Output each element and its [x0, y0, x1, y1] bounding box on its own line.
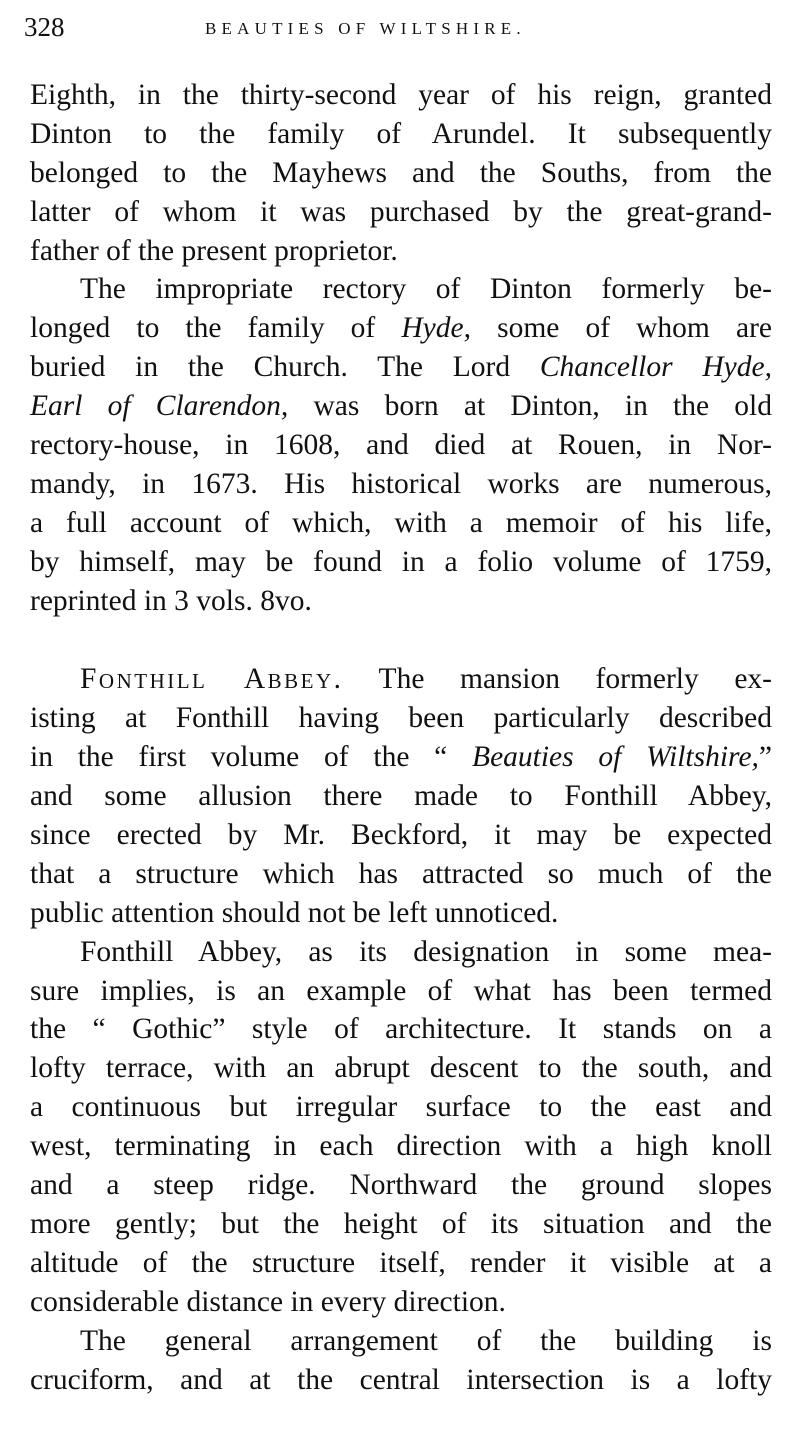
- text-line: [30, 1205, 772, 1244]
- text-line: [30, 1010, 772, 1049]
- text-segment: a continuous but irregular surface to the east and: [30, 1091, 772, 1124]
- text-segment: cruciform, and at the central intersection is a lofty: [30, 1363, 772, 1396]
- text-segment: The impropriate rectory of Dinton formerly be-: [80, 273, 772, 306]
- text-segment: public attention should not be left unnoticed.: [30, 896, 559, 929]
- page-body-text: [30, 76, 772, 1399]
- text-line: [30, 972, 772, 1011]
- text-line: [30, 1049, 772, 1088]
- text-line: [30, 660, 772, 699]
- text-segment: reprinted in 3 vols. 8vo.: [30, 584, 312, 617]
- text-segment: The mansion formerly ex-: [343, 663, 772, 696]
- text-line: [30, 1166, 772, 1205]
- paragraph-gap: [30, 620, 772, 660]
- text-segment: was born at Dinton, in the old: [288, 390, 772, 423]
- text-segment: and a steep ridge. Northward the ground slopes: [30, 1169, 772, 1202]
- text-line: [30, 115, 772, 154]
- italic-text: Hyde,: [401, 312, 471, 345]
- text-line: [30, 309, 772, 348]
- text-line: [30, 738, 772, 777]
- text-line: [30, 1127, 772, 1166]
- text-segment: Fonthill Abbey, as its designation in some mea-: [80, 935, 772, 968]
- text-segment: that a structure which has attracted so much of the: [30, 857, 772, 890]
- text-line: [30, 816, 772, 855]
- text-segment: rectory-house, in 1608, and died at Rouen, in Nor-: [30, 429, 772, 462]
- text-line: [30, 76, 772, 115]
- text-line: [30, 933, 772, 972]
- text-segment: altitude of the structure itself, render it visible at a: [30, 1246, 772, 1279]
- text-line: [30, 270, 772, 309]
- text-line: [30, 1322, 772, 1361]
- text-segment: The general arrangement of the building is: [80, 1324, 772, 1357]
- italic-text: Beauties of Wiltshire,: [472, 741, 759, 774]
- text-segment: more gently; but the height of its situation and the: [30, 1207, 772, 1240]
- text-line: [30, 1088, 772, 1127]
- text-segment: considerable distance in every direction.: [30, 1285, 506, 1318]
- text-segment: sure implies, is an example of what has been termed: [30, 974, 772, 1007]
- text-segment: longed to the family of: [30, 312, 402, 345]
- running-title: BEAUTIES OF WILTSHIRE.: [205, 19, 526, 38]
- text-line: [30, 1361, 772, 1400]
- text-segment: buried in the Church. The Lord: [30, 351, 540, 384]
- text-line: [30, 699, 772, 738]
- text-line: [30, 543, 772, 582]
- italic-text: Chancellor Hyde,: [539, 351, 772, 384]
- section-heading: Fonthill Abbey.: [80, 663, 344, 696]
- text-line: [30, 426, 772, 465]
- text-line: [30, 193, 772, 232]
- text-segment: isting at Fonthill having been particularly described: [30, 702, 772, 735]
- text-segment: lofty terrace, with an abrupt descent to the south, and: [30, 1052, 772, 1085]
- text-segment: some of whom are: [470, 312, 772, 345]
- text-line: [30, 777, 772, 816]
- text-segment: in the first volume of the “: [30, 741, 473, 774]
- text-segment: belonged to the Mayhews and the Souths, from the: [30, 156, 772, 189]
- text-line: [30, 1283, 772, 1322]
- text-segment: a full account of which, with a memoir of his life,: [30, 506, 772, 539]
- text-segment: by himself, may be found in a folio volume of 1759,: [30, 545, 772, 578]
- text-line: [30, 465, 772, 504]
- text-line: [30, 154, 772, 193]
- text-segment: mandy, in 1673. His historical works are numerous,: [30, 467, 772, 500]
- text-line: [30, 855, 772, 894]
- text-line: [30, 387, 772, 426]
- text-segment: father of the present proprietor.: [30, 234, 398, 267]
- text-line: [30, 348, 772, 387]
- text-segment: west, terminating in each direction with a high knoll: [30, 1130, 772, 1163]
- text-line: [30, 232, 772, 271]
- text-line: [30, 894, 772, 933]
- text-segment: Eighth, in the thirty-second year of his reign, granted: [30, 79, 772, 111]
- text-segment: Dinton to the family of Arundel. It subsequently: [30, 117, 772, 150]
- italic-text: Earl of Clarendon,: [30, 390, 289, 423]
- text-segment: the “ Gothic” style of architecture. It stands on a: [30, 1013, 772, 1046]
- text-segment: latter of whom it was purchased by the great-grand-: [30, 195, 772, 228]
- text-line: [30, 504, 772, 543]
- text-segment: since erected by Mr. Beckford, it may be expected: [30, 819, 772, 852]
- page-number: 328: [24, 12, 65, 42]
- text-line: [30, 1244, 772, 1283]
- text-segment: and some allusion there made to Fonthill Abbey,: [30, 780, 772, 813]
- text-segment: ”: [758, 741, 773, 774]
- text-line: [30, 582, 772, 621]
